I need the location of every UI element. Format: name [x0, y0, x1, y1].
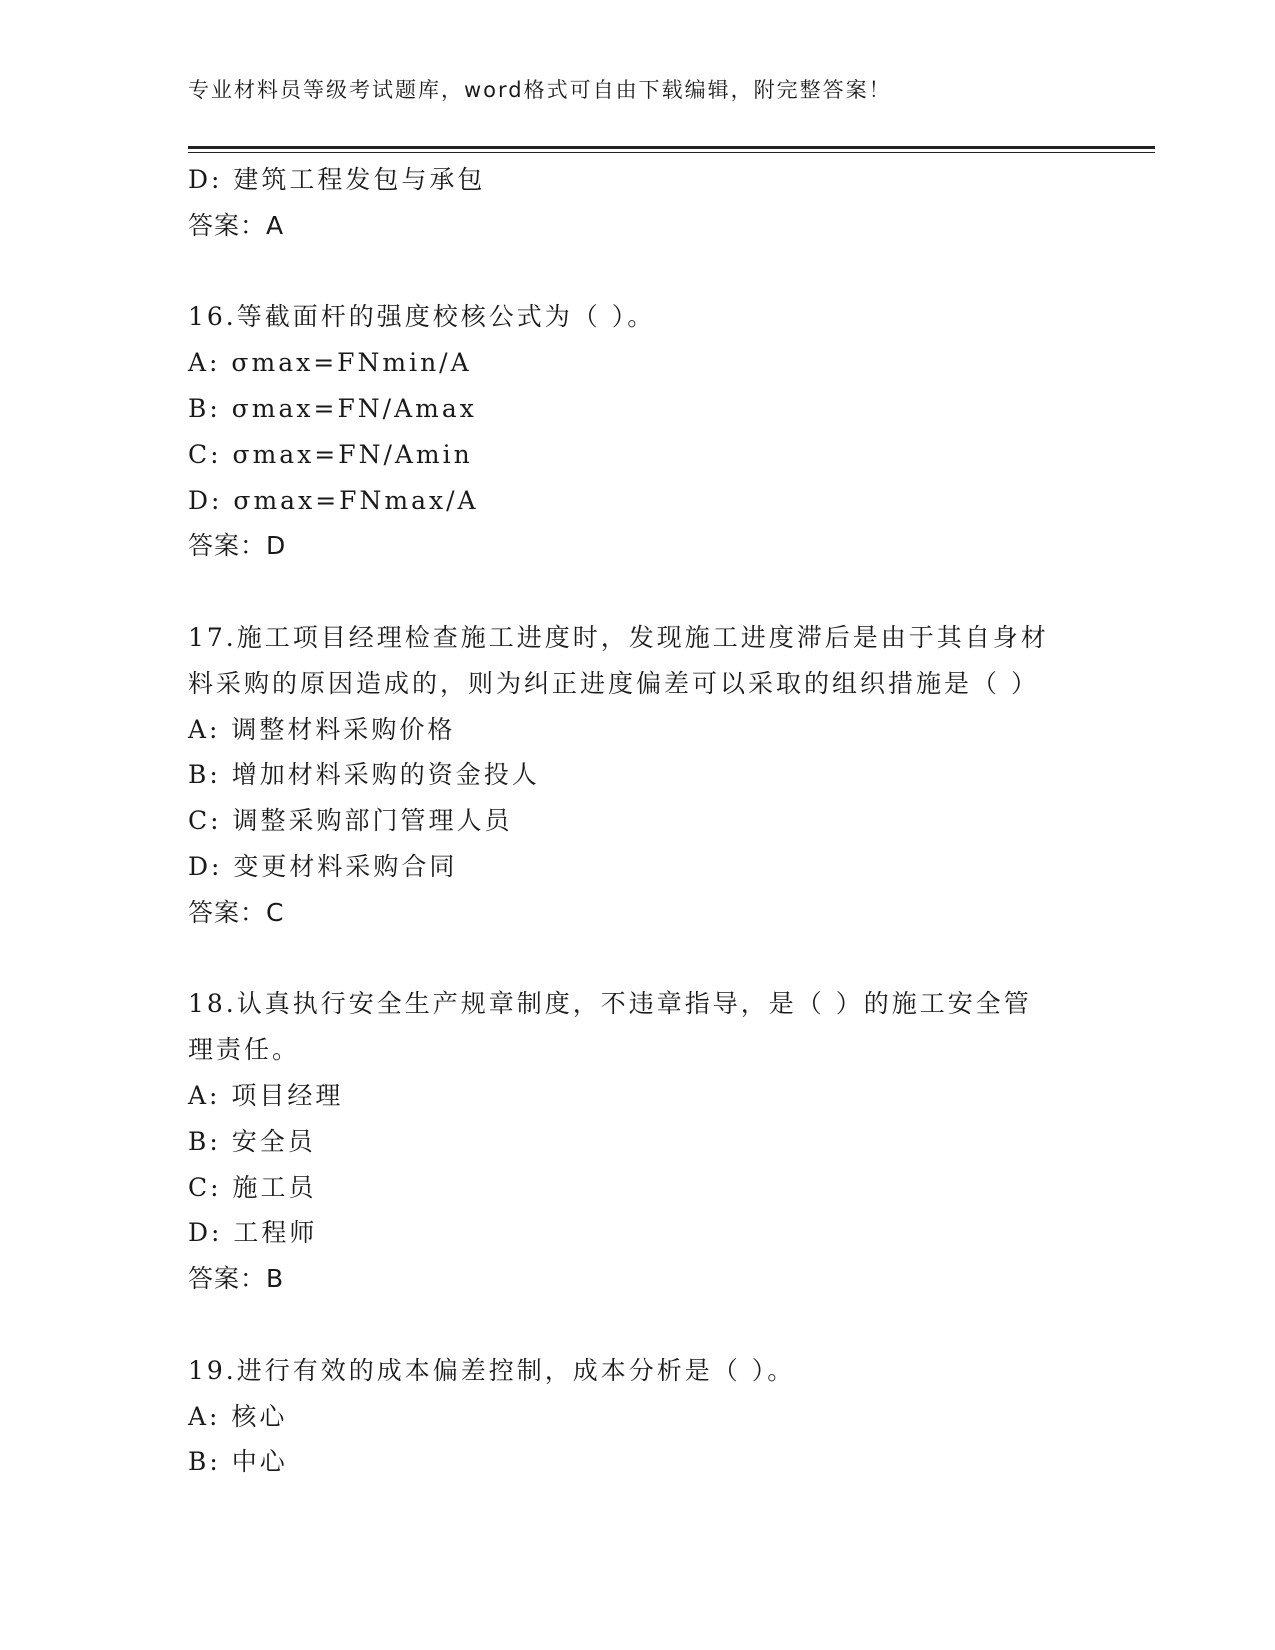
q16-option-d: D: σmax=FNmax/A [188, 485, 479, 515]
question-19: 19.进行有效的成本偏差控制，成本分析是（ ）。 [188, 1355, 796, 1385]
q17-option-c: C: 调整采购部门管理人员 [188, 806, 513, 836]
spacer [188, 1302, 1088, 1348]
q19-option-a: A: 核心 [188, 1401, 288, 1431]
q16-answer: 答案：D [188, 531, 287, 561]
q18-answer: 答案：B [188, 1264, 285, 1294]
question-16: 16.等截面杆的强度校核公式为（ ）。 [188, 302, 656, 332]
question-17-line2: 料采购的原因造成的，则为纠正进度偏差可以采取的组织措施是（ ） [188, 668, 1039, 698]
q17-option-d: D: 变更材料采购合同 [188, 851, 458, 881]
q17-option-a: A: 调整材料采购价格 [188, 714, 456, 744]
question-18-line1: 18.认真执行安全生产规章制度，不违章指导，是（ ）的施工安全管 [188, 989, 1032, 1019]
page-header: 专业材料员等级考试题库，word格式可自由下载编辑，附完整答案！ [188, 78, 892, 102]
answer: 答案：A [188, 210, 285, 240]
q18-option-b: B: 安全员 [188, 1126, 316, 1156]
q19-option-b: B: 中心 [188, 1447, 288, 1477]
q17-option-b: B: 增加材料采购的资金投人 [188, 760, 540, 790]
q18-option-d: D: 工程师 [188, 1218, 318, 1248]
q16-option-a: A: σmax=FNmin/A [188, 348, 472, 378]
header-rule-thin [188, 152, 1155, 153]
question-18-line2: 理责任。 [188, 1035, 301, 1065]
option-d: D: 建筑工程发包与承包 [188, 165, 486, 194]
q18-option-a: A: 项目经理 [188, 1080, 344, 1110]
q16-option-b: B: σmax=FN/Amax [188, 393, 477, 423]
header-rule-thick [188, 146, 1155, 149]
q17-answer: 答案：C [188, 897, 285, 927]
question-17-line1: 17.施工项目经理检查施工进度时，发现施工进度滞后是由于其自身材 [188, 622, 1049, 652]
spacer [188, 249, 1088, 295]
spacer [188, 569, 1088, 615]
q16-option-c: C: σmax=FN/Amin [188, 439, 473, 469]
spacer [188, 936, 1088, 982]
document-body [188, 157, 1088, 1485]
q18-option-c: C: 施工员 [188, 1172, 317, 1202]
